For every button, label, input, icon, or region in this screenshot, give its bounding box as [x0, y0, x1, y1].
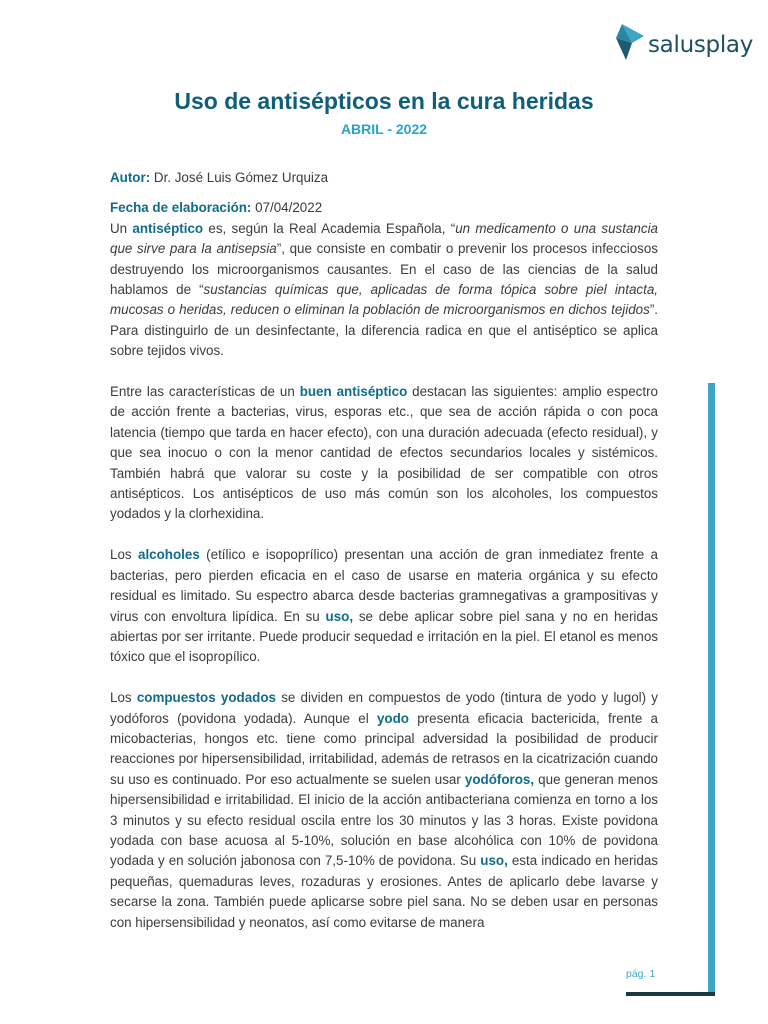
text-run: se dividen en compuestos de yodo (tintura de yodo y lugol) y yodóforos (povidona yodada). Aunque el	[110, 690, 658, 726]
highlight-term: alcoholes	[138, 547, 200, 563]
highlight-term: uso,	[325, 608, 354, 624]
logo-wordmark: salusplay	[648, 32, 754, 58]
text-run: Un	[110, 220, 133, 236]
text-run: Los	[110, 547, 138, 563]
paragraph-compuestos-yodados	[110, 688, 658, 933]
author-name: Dr. José Luis Gómez Urquiza	[153, 170, 329, 185]
highlight-term: buen antiséptico	[299, 384, 408, 400]
document-date-subtitle: ABRIL - 2022	[340, 121, 428, 137]
decorative-side-bar	[708, 383, 715, 993]
paragraph-antiseptico	[110, 219, 658, 362]
text-run: esta indicado en heridas pequeñas, quemaduras leves, rozaduras y erosiones. Antes de aplicarlo debe lavarse y secarse la zona. También puede aplicarse sobre piel sana. No se deben usar en personas con hipersensibilidad y neonatos, así como evitarse de manera	[110, 853, 658, 930]
date-line	[110, 198, 658, 218]
highlight-term: yodo	[376, 710, 409, 726]
author-line	[110, 168, 658, 188]
text-run: Entre las características de un	[110, 384, 300, 400]
highlight-term: antiséptico	[132, 220, 204, 236]
text-run: se debe aplicar sobre piel sana y no en heridas abiertas por ser irritante. Puede producir sequedad e irritación en la piel. El etanol es menos tóxico que el isopropílico.	[110, 608, 658, 665]
date-value: 07/04/2022	[255, 200, 323, 216]
document-body	[110, 168, 658, 953]
document-title: Uso de antisépticos en la cura heridas	[174, 88, 594, 114]
author-label: Autor:	[110, 170, 151, 185]
date-label: Fecha de elaboración:	[110, 200, 252, 216]
text-run: que generan menos hipersensibilidad e irritabilidad. El inicio de la acción antibacteriana comienza en torno a los 3 minutos y su efecto residual oscila entre los 30 minutos y las 3 horas. Existe povidona yodada con base acuosa al 5-10%, solución en base alcohólica con 10% de povidona yodada y en solución jabonosa con 7,5-10% de povidona. Su	[110, 771, 658, 869]
highlight-term: compuestos yodados	[136, 690, 276, 706]
paragraph-buen-antiseptico	[110, 382, 658, 525]
italic-quote: sustancias químicas que, aplicadas de forma tópica sobre piel intacta, mucosas o heridas, reducen o eliminan la población de microorganismos en dichos tejidos	[110, 282, 658, 318]
salusplay-logo-mark	[612, 22, 646, 62]
decorative-bottom-bar	[626, 992, 715, 996]
text-run: presenta eficacia bactericida, frente a micobacterias, hongos etc. tiene como principal adversidad la posibilidad de producir reacciones por hipersensibilidad, irritabilidad, además de retrasos en la cicatrización cuando su uso es continuado. Por eso actualmente se suelen usar	[110, 710, 658, 787]
text-run: destacan las siguientes: amplio espectro de acción frente a bacterias, virus, esporas etc., que sea de acción rápida o con poca latencia (tiempo que tarda en hacer efecto), con una duración adecuada (efecto residual), y que sea inocuo o con la menor cantidad de efectos secundarios locales y sistémicos. También habrá que valorar su coste y la posibilidad de ser compatible con otros antisépticos. Los antisépticos de uso más común son los alcoholes, los compuestos yodados y la clorhexidina.	[110, 384, 658, 522]
text-run: (etílico e isopoprílico) presentan una acción de gran inmediatez frente a bacterias, pero pierden eficacia en el caso de usarse en materia orgánica y su efecto residual es limitado. Su espectro abarca desde bacterias gramnegativas a grampositivas y virus con envoltura lipídica. En su	[110, 547, 659, 624]
text-run: Los	[110, 690, 137, 706]
text-run: ”. Para distinguirlo de un desinfectante, la diferencia radica en que el antiséptico se aplica sobre tejidos vivos.	[110, 302, 658, 359]
page-number: pág. 1	[626, 968, 656, 980]
highlight-term: yodóforos,	[464, 771, 535, 787]
highlight-term: uso,	[480, 853, 508, 869]
salusplay-logo	[612, 22, 754, 64]
italic-quote: un medicamento o una sustancia que sirve para la antisepsia	[110, 220, 658, 257]
paragraph-alcoholes	[110, 545, 658, 667]
text-run: es, según la Real Academia Española, “	[203, 220, 456, 236]
text-run: ”, que consiste en combatir o prevenir los procesos infecciosos destruyendo los microorganismos causantes. En el caso de las ciencias de la salud hablamos de “	[110, 241, 659, 298]
